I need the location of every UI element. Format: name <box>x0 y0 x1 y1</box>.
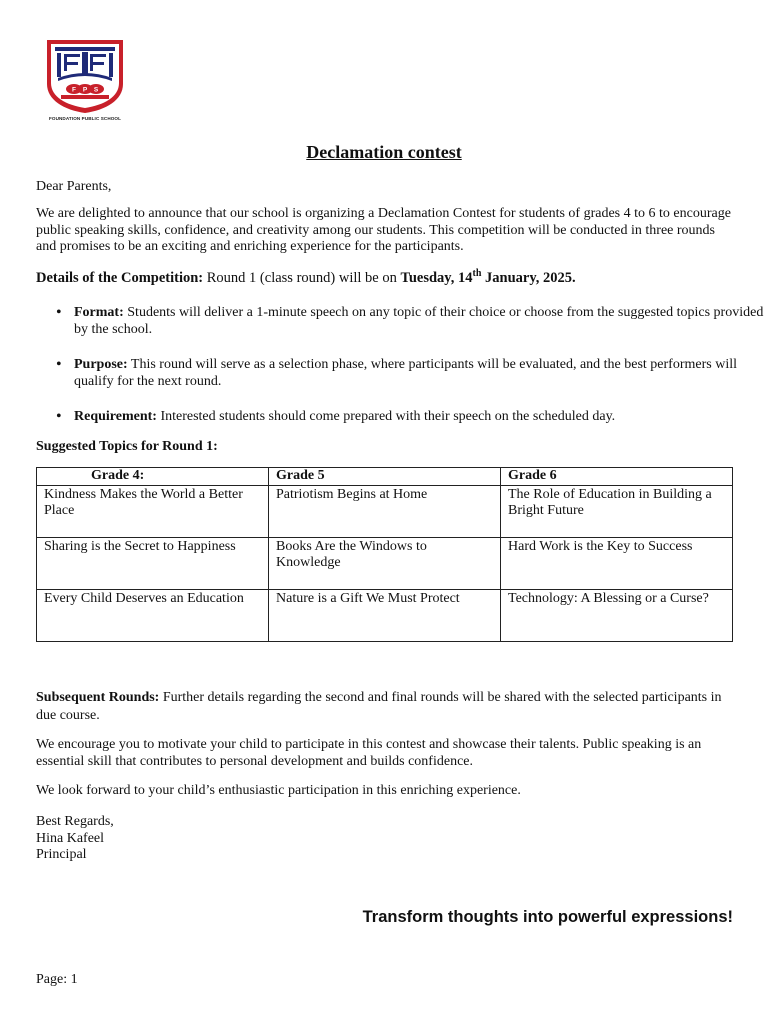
topics-table <box>36 467 733 642</box>
subsequent-paragraph <box>36 689 734 725</box>
greeting: Dear Parents, <box>36 179 112 194</box>
bullet-text: Students will deliver a 1-minute speech on any topic of their choice or choose from the suggested topics provided by the school. <box>74 305 764 337</box>
topics-heading: Suggested Topics for Round 1: <box>36 439 218 454</box>
intro-paragraph: We are delighted to announce that our school is organizing a Declamation Contest for students of grades 4 to 6 to encourage public speaking skills, confidence, and creativity among our students. This competition will be conducted in three rounds and promises to be an exciting and enriching experience for the participants. <box>36 206 731 254</box>
details-text: Round 1 (class round) will be on <box>203 270 401 286</box>
bullet-purpose <box>74 357 768 390</box>
subsequent-label: Subsequent Rounds: <box>36 690 160 705</box>
look-forward-paragraph: We look forward to your child’s enthusiastic participation in this enriching experience. <box>36 783 521 798</box>
table-row <box>37 589 733 641</box>
logo-initial-s: S <box>93 86 99 94</box>
page-number: Page: 1 <box>36 972 78 987</box>
school-crest-icon <box>44 38 126 114</box>
competition-bullets <box>36 305 768 445</box>
table-cell: Technology: A Blessing or a Curse? <box>501 589 733 641</box>
details-date-sup: th <box>472 268 482 280</box>
table-cell: Books Are the Windows to Knowledge <box>269 537 501 589</box>
bullet-text: This round will serve as a selection phase, where participants will be evaluated, and the best performers will qualify for the next round. <box>74 357 737 389</box>
table-cell: Sharing is the Secret to Happiness <box>37 537 269 589</box>
details-date-suffix: January, 2025. <box>481 270 576 286</box>
column-header-grade-4: Grade 4: <box>37 468 269 486</box>
details-date-prefix: Tuesday, 14 <box>400 270 473 286</box>
column-header-grade-6: Grade 6 <box>501 468 733 486</box>
bullet-label: Requirement: <box>74 409 157 424</box>
encourage-paragraph: We encourage you to motivate your child to participate in this contest and showcase their talents. Public speaking is an essential skill that contributes to personal development and builds confidence. <box>36 737 702 769</box>
page-title: Declamation contest <box>306 142 462 162</box>
table-cell: Patriotism Begins at Home <box>269 485 501 537</box>
signoff-regards: Best Regards, <box>36 814 114 829</box>
table-row <box>37 537 733 589</box>
tagline: Transform thoughts into powerful expressions! <box>362 908 733 926</box>
bullet-label: Format: <box>74 305 124 320</box>
bullet-label: Purpose: <box>74 357 128 372</box>
table-cell: Every Child Deserves an Education <box>37 589 269 641</box>
details-label: Details of the Competition: <box>36 270 204 286</box>
table-cell: Nature is a Gift We Must Protect <box>269 589 501 641</box>
signoff-role: Principal <box>36 847 87 862</box>
bullet-text: Interested students should come prepared with their speech on the scheduled day. <box>156 409 616 424</box>
signoff-name: Hina Kafeel <box>36 831 105 846</box>
bullet-requirement <box>74 409 768 426</box>
table-cell: The Role of Education in Building a Bright Future <box>501 485 733 537</box>
details-paragraph <box>36 270 734 287</box>
table-cell: Kindness Makes the World a Better Place <box>37 485 269 537</box>
logo-initial-f: F <box>72 86 76 94</box>
subsequent-text: Further details regarding the second and final rounds will be shared with the selected participants in due course. <box>36 690 722 723</box>
bullet-format <box>74 305 768 338</box>
logo-initial-p: P <box>82 86 88 94</box>
table-header-row <box>37 468 733 486</box>
table-cell: Hard Work is the Key to Success <box>501 537 733 589</box>
column-header-grade-5: Grade 5 <box>269 468 501 486</box>
school-logo <box>44 38 126 124</box>
table-row <box>37 485 733 537</box>
logo-caption: FOUNDATION PUBLIC SCHOOL <box>49 116 121 121</box>
